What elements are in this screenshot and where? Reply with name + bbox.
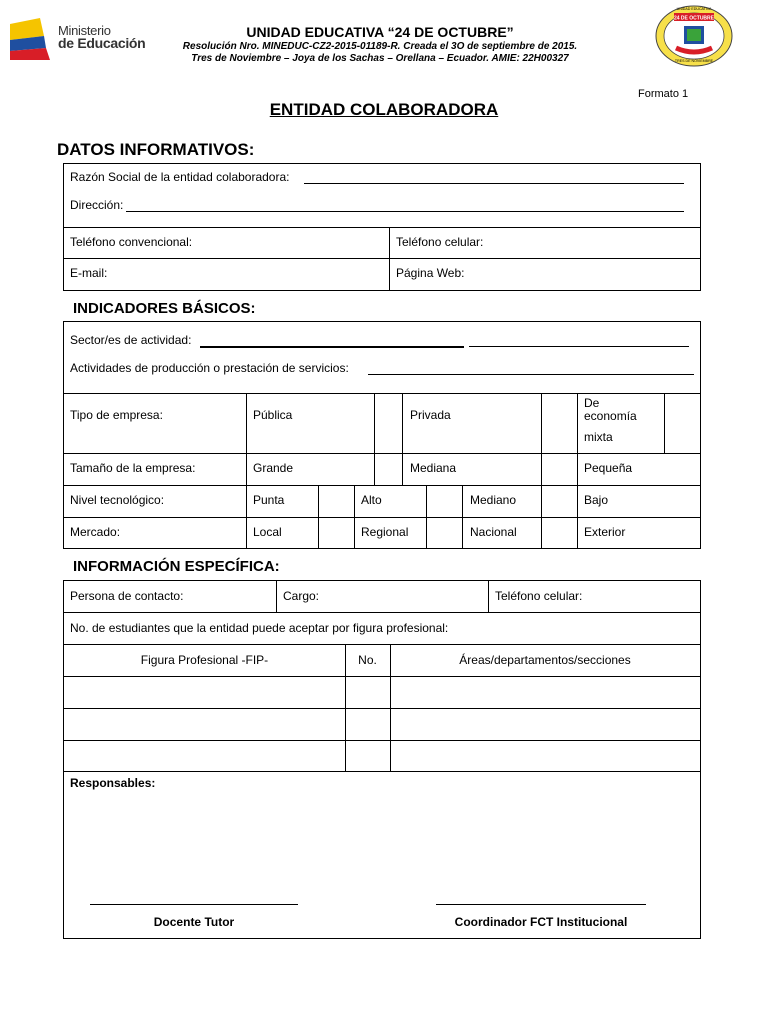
punta-checkbox[interactable] (319, 486, 354, 517)
economia-mixta-label: De economía mixta (584, 396, 637, 444)
pequena-label: Pequeña (584, 461, 633, 475)
actividades-field[interactable] (368, 374, 694, 375)
direccion-label: Dirección: (70, 198, 124, 212)
email-label: E-mail: (70, 266, 108, 280)
privada-label: Privada (410, 408, 451, 422)
document-title: ENTIDAD COLABORADORA (269, 100, 499, 119)
actividades-label: Actividades de producción o prestación de servicios: (70, 361, 349, 375)
alto-checkbox[interactable] (427, 486, 462, 517)
datos-heading: DATOS INFORMATIVOS: (57, 140, 255, 159)
docente-tutor-label: Docente Tutor (153, 915, 235, 929)
economia-mixta-checkbox[interactable] (665, 394, 700, 453)
responsables-label: Responsables: (70, 776, 156, 790)
indicadores-box (63, 321, 701, 549)
mediano-label: Mediano (470, 493, 517, 507)
sector-field-1[interactable] (200, 346, 464, 348)
punta-label: Punta (253, 493, 285, 507)
indicadores-heading: INDICADORES BÁSICOS: (73, 300, 256, 317)
mediano-checkbox[interactable] (542, 486, 577, 517)
nacional-label: Nacional (470, 525, 517, 539)
direccion-field[interactable] (126, 211, 684, 212)
school-name: UNIDAD EDUCATIVA “24 DE OCTUBRE” (246, 24, 514, 40)
ministerio-line1: Ministerio (58, 23, 111, 38)
coordinador-label: Coordinador FCT Institucional (454, 915, 628, 929)
grande-label: Grande (253, 461, 294, 475)
local-checkbox[interactable] (319, 518, 354, 548)
pagina-web-label: Página Web: (396, 266, 465, 280)
seal-top-text: UNIDAD EDUCATIVA (676, 7, 712, 11)
razon-social-field[interactable] (304, 183, 684, 184)
cargo-label: Cargo: (283, 589, 320, 603)
ministerio-line2: de Educación (58, 35, 146, 51)
tipo-empresa-label: Tipo de empresa: (70, 408, 163, 422)
razon-social-label: Razón Social de la entidad colaboradora: (70, 170, 290, 184)
sector-field-2[interactable] (469, 346, 689, 347)
publica-checkbox[interactable] (375, 394, 402, 453)
seal-bottom-text: TRES DE NOVIEMBRE (674, 59, 714, 63)
col-numero: No. (358, 653, 377, 667)
ecuador-flag-icon (10, 18, 54, 60)
telefono-convencional-label: Teléfono convencional: (70, 235, 193, 249)
seal-name: 24 DE OCTUBRE (673, 15, 715, 22)
mediana-label: Mediana (410, 461, 457, 475)
telefono-celular-label: Teléfono celular: (396, 235, 484, 249)
especifica-heading: INFORMACIÓN ESPECÍFICA: (73, 558, 280, 575)
datos-box (63, 163, 701, 291)
especifica-box (63, 580, 701, 939)
exterior-label: Exterior (584, 525, 626, 539)
regional-label: Regional (361, 525, 409, 539)
sector-label: Sector/es de actividad: (70, 333, 192, 347)
nivel-label: Nivel tecnológico: (70, 493, 165, 507)
privada-checkbox[interactable] (542, 394, 577, 453)
ministerio-logo (10, 14, 150, 64)
resolution-line: Resolución Nro. MINEDUC-CZ2-2015-01189-R. Creada el 3O de septiembre de 2015. (182, 41, 578, 52)
publica-label: Pública (253, 408, 293, 422)
bajo-label: Bajo (584, 493, 609, 507)
mercado-label: Mercado: (70, 525, 121, 539)
nacional-checkbox[interactable] (542, 518, 577, 548)
regional-checkbox[interactable] (427, 518, 462, 548)
col-figura-profesional: Figura Profesional -FIP- (140, 653, 269, 667)
estudiantes-label: No. de estudiantes que la entidad puede aceptar por figura profesional: (70, 621, 449, 635)
grande-checkbox[interactable] (375, 454, 402, 485)
persona-contacto-label: Persona de contacto: (70, 589, 184, 603)
address-line: Tres de Noviembre – Joya de los Sachas – Orellana – Ecuador. AMIE: 22H00327 (191, 53, 569, 64)
local-label: Local (253, 525, 282, 539)
school-seal-icon (654, 4, 734, 68)
alto-label: Alto (361, 493, 382, 507)
formato-label: Formato 1 (638, 88, 689, 100)
telefono-celular-contacto-label: Teléfono celular: (495, 589, 583, 603)
tamano-label: Tamaño de la empresa: (70, 461, 196, 475)
col-areas: Áreas/departamentos/secciones (459, 653, 631, 667)
